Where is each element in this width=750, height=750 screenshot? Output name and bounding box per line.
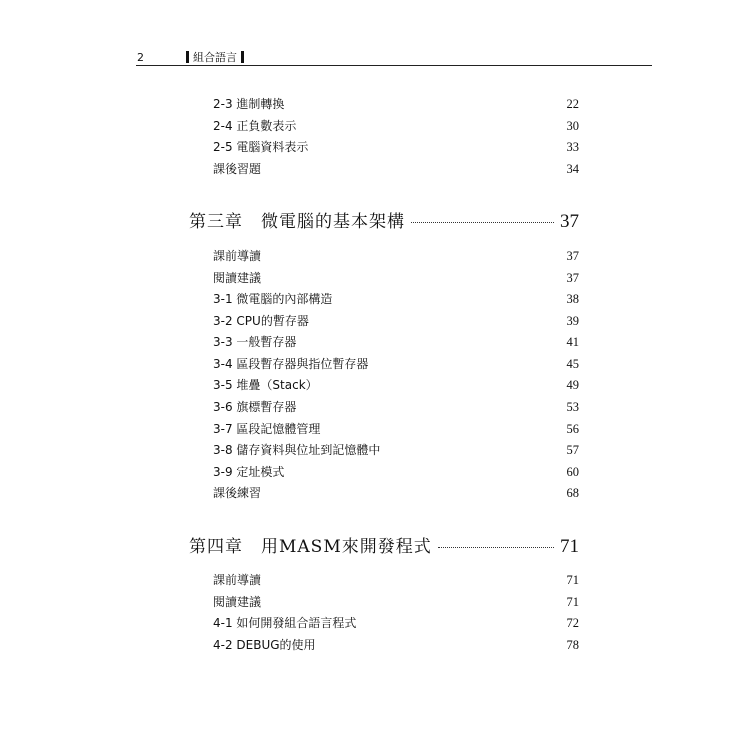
toc-entry-title: 3-4 區段暫存器與指位暫存器 xyxy=(213,357,369,371)
toc-entry[interactable] xyxy=(213,571,579,589)
toc-entry-page: 49 xyxy=(566,378,579,392)
toc-entry[interactable] xyxy=(213,117,579,135)
toc-entry-page: 37 xyxy=(566,249,579,263)
toc-entry-page: 78 xyxy=(566,638,579,652)
toc-entry-title: 課前導讀 xyxy=(213,249,262,263)
toc-entry-title: 3-2 CPU的暫存器 xyxy=(213,314,309,328)
toc-entry-page: 60 xyxy=(566,465,579,479)
toc-entry-title: 課後習題 xyxy=(213,162,262,176)
running-header xyxy=(186,49,244,65)
toc-entry-page: 34 xyxy=(566,162,579,176)
chapter-title: 第三章 微電腦的基本架構 xyxy=(189,212,405,232)
toc-entry-page: 33 xyxy=(566,140,579,154)
toc-entry-page: 72 xyxy=(566,616,579,630)
header-bar-right xyxy=(241,51,244,63)
book-title: 組合語言 xyxy=(193,51,237,64)
toc-entry-title: 3-9 定址模式 xyxy=(213,465,285,479)
toc-entry-page: 45 xyxy=(566,357,579,371)
toc-entry-page: 68 xyxy=(566,486,579,500)
toc-entry-page: 39 xyxy=(566,314,579,328)
dot-leader xyxy=(438,547,554,548)
toc-entry-page: 38 xyxy=(566,292,579,306)
chapter-heading[interactable] xyxy=(189,532,579,558)
toc-entry-title: 課前導讀 xyxy=(213,573,262,587)
toc-entry[interactable] xyxy=(213,290,579,308)
toc-entry[interactable] xyxy=(213,312,579,330)
toc-entry[interactable] xyxy=(213,463,579,481)
header-rule xyxy=(136,65,652,66)
toc-entry[interactable] xyxy=(213,636,579,654)
toc-entry[interactable] xyxy=(213,247,579,265)
toc-entry-page: 71 xyxy=(566,595,579,609)
toc-entry-title: 3-6 旗標暫存器 xyxy=(213,400,297,414)
chapter-title: 第四章 用MASM來開發程式 xyxy=(189,537,432,557)
toc-entry[interactable] xyxy=(213,355,579,373)
toc-entry[interactable] xyxy=(213,376,579,394)
toc-entry-title: 3-1 微電腦的內部構造 xyxy=(213,292,333,306)
toc-entry-title: 2-5 電腦資料表示 xyxy=(213,140,309,154)
toc-entry[interactable] xyxy=(213,420,579,438)
toc-entry[interactable] xyxy=(213,484,579,502)
toc-entry-title: 課後練習 xyxy=(213,486,262,500)
toc-entry-title: 4-1 如何開發組合語言程式 xyxy=(213,616,357,630)
toc-entry-page: 37 xyxy=(566,271,579,285)
toc-entry-title: 2-3 進制轉換 xyxy=(213,97,285,111)
toc-entry-page: 56 xyxy=(566,422,579,436)
toc-entry-title: 閱讀建議 xyxy=(213,595,262,609)
toc-entry-title: 2-4 正負數表示 xyxy=(213,119,297,133)
toc-entry-page: 41 xyxy=(566,335,579,349)
toc-entry-page: 22 xyxy=(566,97,579,111)
toc-entry-page: 30 xyxy=(566,119,579,133)
toc-entry-page: 57 xyxy=(566,443,579,457)
toc-entry[interactable] xyxy=(213,95,579,113)
header-bar-left xyxy=(186,51,189,63)
toc-entry-title: 3-7 區段記憶體管理 xyxy=(213,422,321,436)
toc-entry-title: 3-8 儲存資料與位址到記憶體中 xyxy=(213,443,381,457)
chapter-heading[interactable] xyxy=(189,207,579,233)
toc-entry-title: 3-3 一般暫存器 xyxy=(213,335,297,349)
toc-entry-page: 53 xyxy=(566,400,579,414)
toc-entry[interactable] xyxy=(213,269,579,287)
toc-entry[interactable] xyxy=(213,441,579,459)
toc-entry[interactable] xyxy=(213,138,579,156)
toc-entry[interactable] xyxy=(213,614,579,632)
toc-entry[interactable] xyxy=(213,160,579,178)
toc-entry-title: 閱讀建議 xyxy=(213,271,262,285)
toc-entry[interactable] xyxy=(213,333,579,351)
toc-entry-title: 4-2 DEBUG的使用 xyxy=(213,638,316,652)
toc-entry[interactable] xyxy=(213,593,579,611)
toc-entry[interactable] xyxy=(213,398,579,416)
toc-entry-title: 3-5 堆疊（Stack） xyxy=(213,378,318,392)
chapter-page: 37 xyxy=(560,211,579,232)
page-number: 2 xyxy=(137,51,144,64)
toc-entry-page: 71 xyxy=(566,573,579,587)
chapter-page: 71 xyxy=(560,536,579,557)
dot-leader xyxy=(411,222,554,223)
